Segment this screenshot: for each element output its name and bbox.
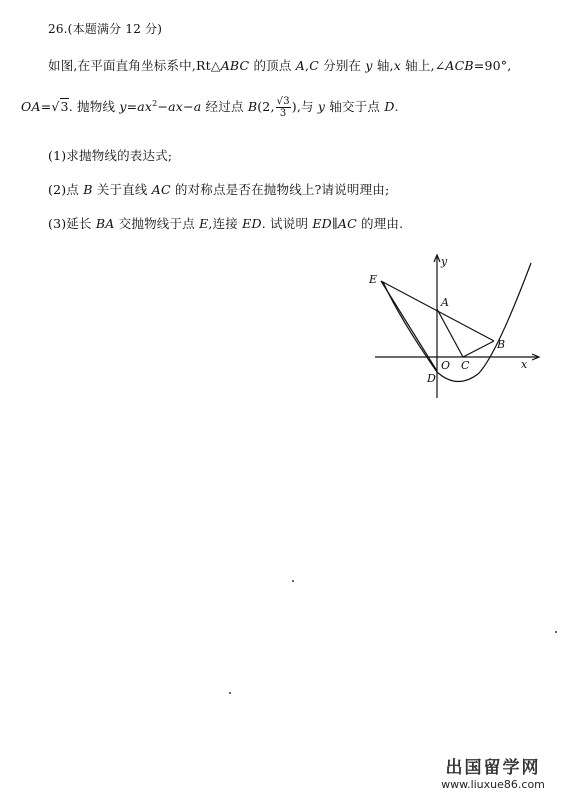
intro-text: 如图,在平面直角坐标系中,Rt△	[48, 58, 221, 73]
intro-text: 轴,	[372, 58, 394, 73]
intro-segment-oa: OA	[21, 99, 41, 114]
point-o-label: O	[441, 359, 451, 372]
intro-text: 经过点	[201, 99, 248, 114]
point-c-label: C	[461, 359, 470, 372]
intro-text: 轴交于点	[325, 99, 385, 114]
intro-text: ,与	[296, 99, 318, 114]
intro-text: (2,	[257, 99, 275, 114]
segment-cb	[463, 341, 494, 357]
watermark-url: www.liuxue86.com	[441, 778, 545, 791]
intro-text: . 抛物线	[68, 99, 120, 114]
intro-angle-name: ACB	[445, 58, 474, 73]
part3-line-ba: BA	[95, 216, 115, 231]
intro-point-c: C	[309, 58, 319, 73]
part2-text: 的对称点是否在抛物线上?请说明理由;	[170, 182, 390, 197]
intro-text: =90°,	[473, 58, 512, 73]
part3-text: (3)延长	[48, 216, 96, 231]
intro-text: 轴上,∠	[400, 58, 446, 73]
question-part-1: (1)求抛物线的表达式;	[48, 148, 173, 163]
fraction-denominator: 3	[279, 108, 287, 119]
intro-var-x: x	[393, 58, 401, 73]
intro-var-y: y	[317, 99, 326, 114]
x-axis-label: x	[521, 358, 528, 371]
scan-speck	[292, 580, 294, 582]
intro-point-d: D	[384, 99, 395, 114]
point-a-label: A	[441, 296, 449, 309]
part3-segment-ed: ED	[312, 216, 332, 231]
watermark-title: 出国留学网	[445, 758, 541, 778]
y-axis-label: y	[441, 255, 448, 268]
point-e-label: E	[369, 273, 378, 286]
part2-point-b: B	[83, 182, 93, 197]
part2-line-ac: AC	[151, 182, 171, 197]
parabola-expression: y=ax	[119, 99, 153, 114]
sqrt-value: 3	[60, 99, 69, 114]
part3-segment-ed: ED	[242, 216, 262, 231]
intro-point-b: B	[247, 99, 258, 114]
intro-var-y: y	[365, 58, 373, 73]
exponent: 2	[152, 98, 158, 108]
part3-text: 交抛物线于点	[114, 216, 200, 231]
point-b-label: B	[497, 338, 506, 351]
intro-triangle-name: ABC	[220, 58, 250, 73]
intro-text: 分别在	[318, 58, 366, 73]
sqrt-sign: √	[51, 99, 60, 114]
part3-text: . 试说明	[261, 216, 313, 231]
site-watermark	[418, 758, 568, 794]
part3-text: ,连接	[208, 216, 243, 231]
scan-speck	[229, 692, 231, 694]
part2-text: (2)点	[48, 182, 84, 197]
fraction-numerator: √3	[276, 96, 290, 107]
part3-line-ac: AC	[337, 216, 357, 231]
question-header: 26.(本题满分 12 分)	[48, 22, 163, 36]
intro-text: 的顶点	[249, 58, 296, 73]
scan-speck	[555, 631, 557, 633]
point-d-label: D	[427, 372, 436, 385]
parabola-expression-tail: −ax−a	[157, 99, 202, 114]
part3-text: 的理由.	[356, 216, 404, 231]
parabola-curve	[383, 263, 531, 382]
segment-ac	[437, 309, 463, 357]
parallel-symbol: ∥	[331, 216, 338, 231]
intro-text: )	[291, 99, 297, 114]
intro-text: .	[394, 99, 399, 114]
intro-text: =	[40, 99, 52, 114]
part3-point-e: E	[199, 216, 209, 231]
part2-text: 关于直线	[92, 182, 152, 197]
intro-point-a: A	[295, 58, 305, 73]
intro-text: ,	[305, 58, 310, 73]
